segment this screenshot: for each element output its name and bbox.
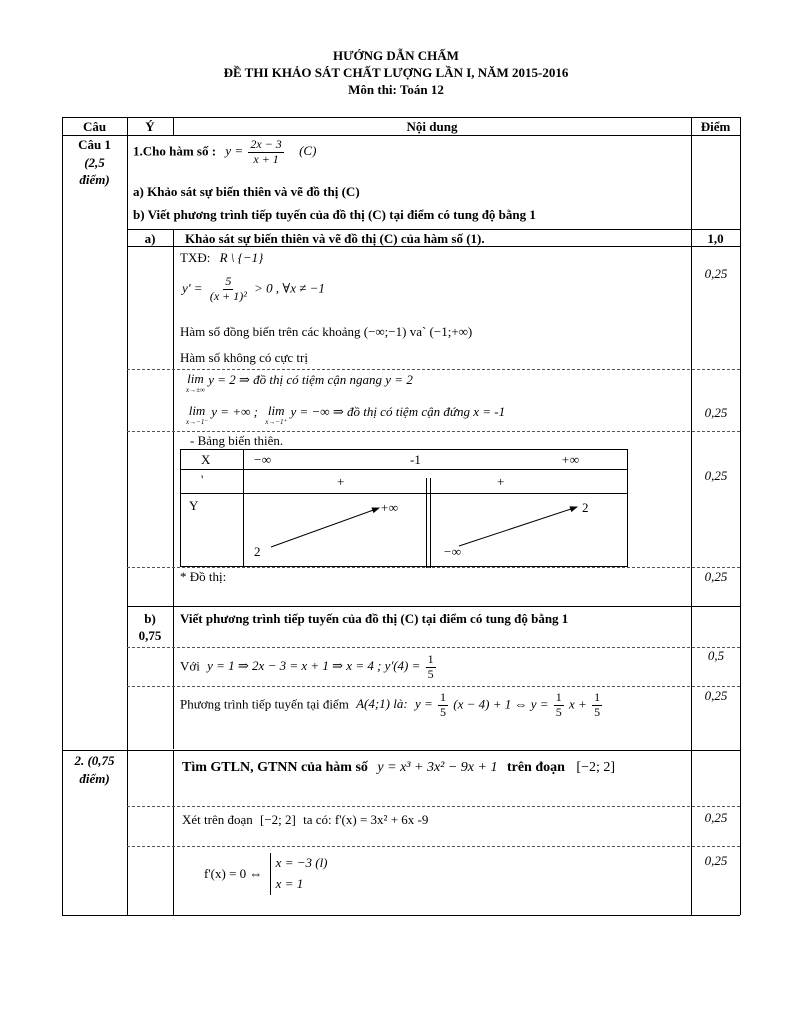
- col-header-y: Ý: [145, 119, 155, 134]
- b-line2-den2: 5: [555, 704, 562, 719]
- dashed-line-3: [127, 567, 740, 568]
- lim3-sub: x→−1⁺: [265, 418, 288, 426]
- cau2-label: 2. (0,75: [74, 753, 115, 768]
- deriv-lhs: y' =: [182, 280, 203, 296]
- table-bottom-border: [62, 915, 740, 916]
- b-line2-den1: 5: [440, 704, 446, 719]
- doc-title: HƯỚNG DẪN CHẤM: [333, 48, 459, 63]
- q2-title: [182, 760, 615, 776]
- bbt-value-2-right: 2: [582, 500, 589, 515]
- q1-fraction: [248, 138, 283, 167]
- b-line2-den3: 5: [594, 704, 601, 719]
- q2-case-1: x = −3 (l): [275, 855, 328, 870]
- row-line-a: [127, 229, 740, 230]
- score-a1: 0,25: [704, 266, 728, 281]
- row-line-b: [127, 606, 740, 607]
- b-line2-frac2: [554, 691, 564, 720]
- col-header-noidung: Nội dung: [406, 119, 458, 134]
- dashed-line-1: [127, 369, 740, 370]
- q2-line2: [204, 853, 328, 895]
- bbt-value-plus-inf: +∞: [380, 500, 399, 515]
- col-divider-2-q2: [173, 750, 174, 915]
- dashed-line-7: [127, 846, 740, 847]
- q1-fx-lhs: y =: [225, 143, 244, 159]
- score-b1: 0,5: [707, 648, 725, 663]
- bbt-value-minus-inf: −∞: [443, 544, 462, 559]
- table-left-border: [62, 117, 63, 915]
- table-top-border: [62, 117, 740, 118]
- deriv-numerator: 5: [225, 274, 232, 288]
- bbt-x-label: X: [201, 452, 211, 467]
- b-line2-point: A(4;1) là:: [356, 696, 408, 712]
- graph-label: * Đồ thị:: [180, 569, 227, 584]
- no-extrema-line: Hàm số không có cực trị: [180, 350, 308, 365]
- dashed-line-4: [127, 647, 740, 648]
- part-a-label: a): [144, 231, 156, 246]
- lim1: [186, 372, 205, 394]
- q2-line1-post: ta có: f'(x) = 3x² + 6x -9: [303, 812, 429, 827]
- limit-horizontal-line: [186, 372, 413, 394]
- bbt-x-mid: -1: [410, 452, 421, 467]
- part-a-title: Khảo sát sự biến thiên và vẽ đồ thị (C) của hàm số (1).: [185, 231, 485, 246]
- deriv-denominator: (x + 1)²: [209, 288, 247, 303]
- lim2: [186, 404, 208, 426]
- row-line-q2: [62, 750, 740, 751]
- bbt-title: - Bảng biến thiên.: [190, 433, 284, 448]
- cau1-label: Câu 1: [78, 137, 111, 152]
- b-line2-frac1: [438, 691, 448, 720]
- lim3-text: lim: [267, 403, 285, 418]
- part-a-points: 1,0: [707, 231, 724, 246]
- dashed-line-6: [127, 806, 740, 807]
- q2-title-fx: y = x³ + 3x² − 9x + 1: [377, 760, 498, 775]
- b-line2-frac3: [592, 691, 602, 720]
- table-right-border: [740, 117, 741, 915]
- b-line2-mid: (x − 4) + 1 ⇔ y =: [453, 696, 549, 712]
- lim3: [265, 404, 287, 426]
- limit-vertical-line: [186, 404, 505, 426]
- b-line1-den: 5: [427, 666, 434, 681]
- bbt-y-label: Y: [189, 498, 199, 513]
- txd-line: [180, 250, 263, 266]
- lim2-sub: x→−1⁻: [186, 418, 209, 426]
- bbt-x-right: +∞: [561, 452, 580, 467]
- b-line1-num: 1: [427, 652, 434, 666]
- score-q2-1: 0,25: [704, 810, 728, 825]
- part-b-title: Viết phương trình tiếp tuyến của đồ thị (C) tại điểm có tung độ bằng 1: [180, 611, 569, 626]
- b-line2-plus: x +: [569, 696, 587, 712]
- part-b-points: 0,75: [138, 628, 162, 643]
- q2-title-interval: [−2; 2]: [576, 760, 616, 775]
- col-header-cau: Câu: [82, 119, 107, 134]
- dashed-line-5: [127, 686, 740, 687]
- doc-subject: Môn thi: Toán 12: [348, 82, 444, 97]
- q1-part-b-statement: b) Viết phương trình tiếp tuyến của đồ thị (C) tại điểm có tung độ bằng 1: [133, 207, 536, 222]
- score-a2: 0,25: [704, 405, 728, 420]
- lim1-expr: y = 2 ⇒ đồ thị có tiệm cận ngang y = 2: [208, 372, 413, 387]
- lim3-expr: y = −∞ ⇒ đồ thị có tiệm cận đứng x = -1: [290, 404, 506, 419]
- part-b-label: b): [144, 611, 156, 626]
- part-b-line2: [180, 691, 604, 720]
- score-q2-2: 0,25: [704, 853, 728, 868]
- dashed-line-2: [127, 431, 740, 432]
- bbt-x-left: −∞: [253, 452, 272, 467]
- q1-part-a-statement: a) Khảo sát sự biến thiên và vẽ đồ thị (C): [133, 184, 360, 199]
- b-line2-num2: 1: [555, 690, 562, 704]
- increasing-line: Hàm số đồng biến trên các khoảng (−∞;−1) va` (−1;+∞): [180, 324, 473, 339]
- part-b-line1: [180, 653, 438, 682]
- variation-table: [180, 449, 628, 567]
- lim2-expr: y = +∞ ;: [211, 404, 258, 419]
- score-b2: 0,25: [704, 688, 728, 703]
- q1-prefix: 1.Cho hàm số :: [133, 143, 217, 159]
- q1-fx-denominator: x + 1: [253, 151, 279, 166]
- lim1-text: lim: [187, 371, 204, 386]
- col-header-diem: Điểm: [700, 119, 731, 134]
- deriv-rhs: > 0 , ∀x ≠ −1: [254, 280, 325, 296]
- bbt-arrow-right-branch: [459, 507, 577, 546]
- b-line2-num1: 1: [440, 690, 446, 704]
- q2-line2-lhs: f'(x) = 0 ⇔: [204, 865, 263, 881]
- txd-label: TXĐ:: [180, 250, 211, 265]
- q1-fx-numerator: 2x − 3: [250, 137, 282, 151]
- cau1-points-unit: điểm): [79, 172, 110, 187]
- bbt-yprime-label: ': [201, 472, 204, 487]
- table-header-bottom: [62, 135, 740, 136]
- bbt-value-2-left: 2: [254, 544, 261, 559]
- doc-subtitle: ĐỀ THI KHẢO SÁT CHẤT LƯỢNG LẦN I, NĂM 2015-2016: [223, 65, 569, 80]
- q2-title-pre: Tìm GTLN, GTNN của hàm số: [182, 760, 368, 775]
- q2-cases: [270, 853, 328, 895]
- b-line1-expr: y = 1 ⇒ 2x − 3 = x + 1 ⇒ x = 4 ; y'(4) =: [207, 658, 421, 674]
- q1-fx-name: (C): [299, 143, 317, 159]
- b-line2-lhs: y =: [414, 696, 433, 712]
- score-a4: 0,25: [704, 569, 728, 584]
- q2-line1-pre: Xét trên đoạn: [182, 812, 253, 827]
- lim2-text: lim: [188, 403, 206, 418]
- bbt-arrows: [181, 450, 627, 566]
- bbt-sign-2: +: [497, 474, 505, 489]
- txd-value: R \ {−1}: [219, 250, 264, 265]
- q2-line1-interval: [−2; 2]: [260, 812, 296, 827]
- bbt-arrow-left-branch: [271, 508, 379, 547]
- score-a3: 0,25: [704, 468, 728, 483]
- b-line2-pre: Phương trình tiếp tuyến tại điểm: [180, 696, 349, 712]
- deriv-fraction: [208, 275, 249, 304]
- q1-statement: [133, 138, 316, 167]
- q2-case-2: x = 1: [275, 875, 304, 891]
- cau2-points-unit: điểm): [79, 771, 110, 786]
- b-line2-num3: 1: [594, 690, 601, 704]
- derivative-line: [182, 275, 325, 304]
- cau1-points: (2,5: [84, 155, 105, 170]
- lim1-sub: x→±∞: [186, 386, 205, 394]
- b-line1-fraction: [426, 653, 436, 682]
- bbt-sign-1: +: [337, 474, 345, 489]
- col-divider-2: [173, 229, 174, 749]
- b-line1-pre: Với: [180, 658, 200, 674]
- q2-title-mid: trên đoạn: [506, 760, 565, 775]
- q2-line1: [182, 812, 428, 828]
